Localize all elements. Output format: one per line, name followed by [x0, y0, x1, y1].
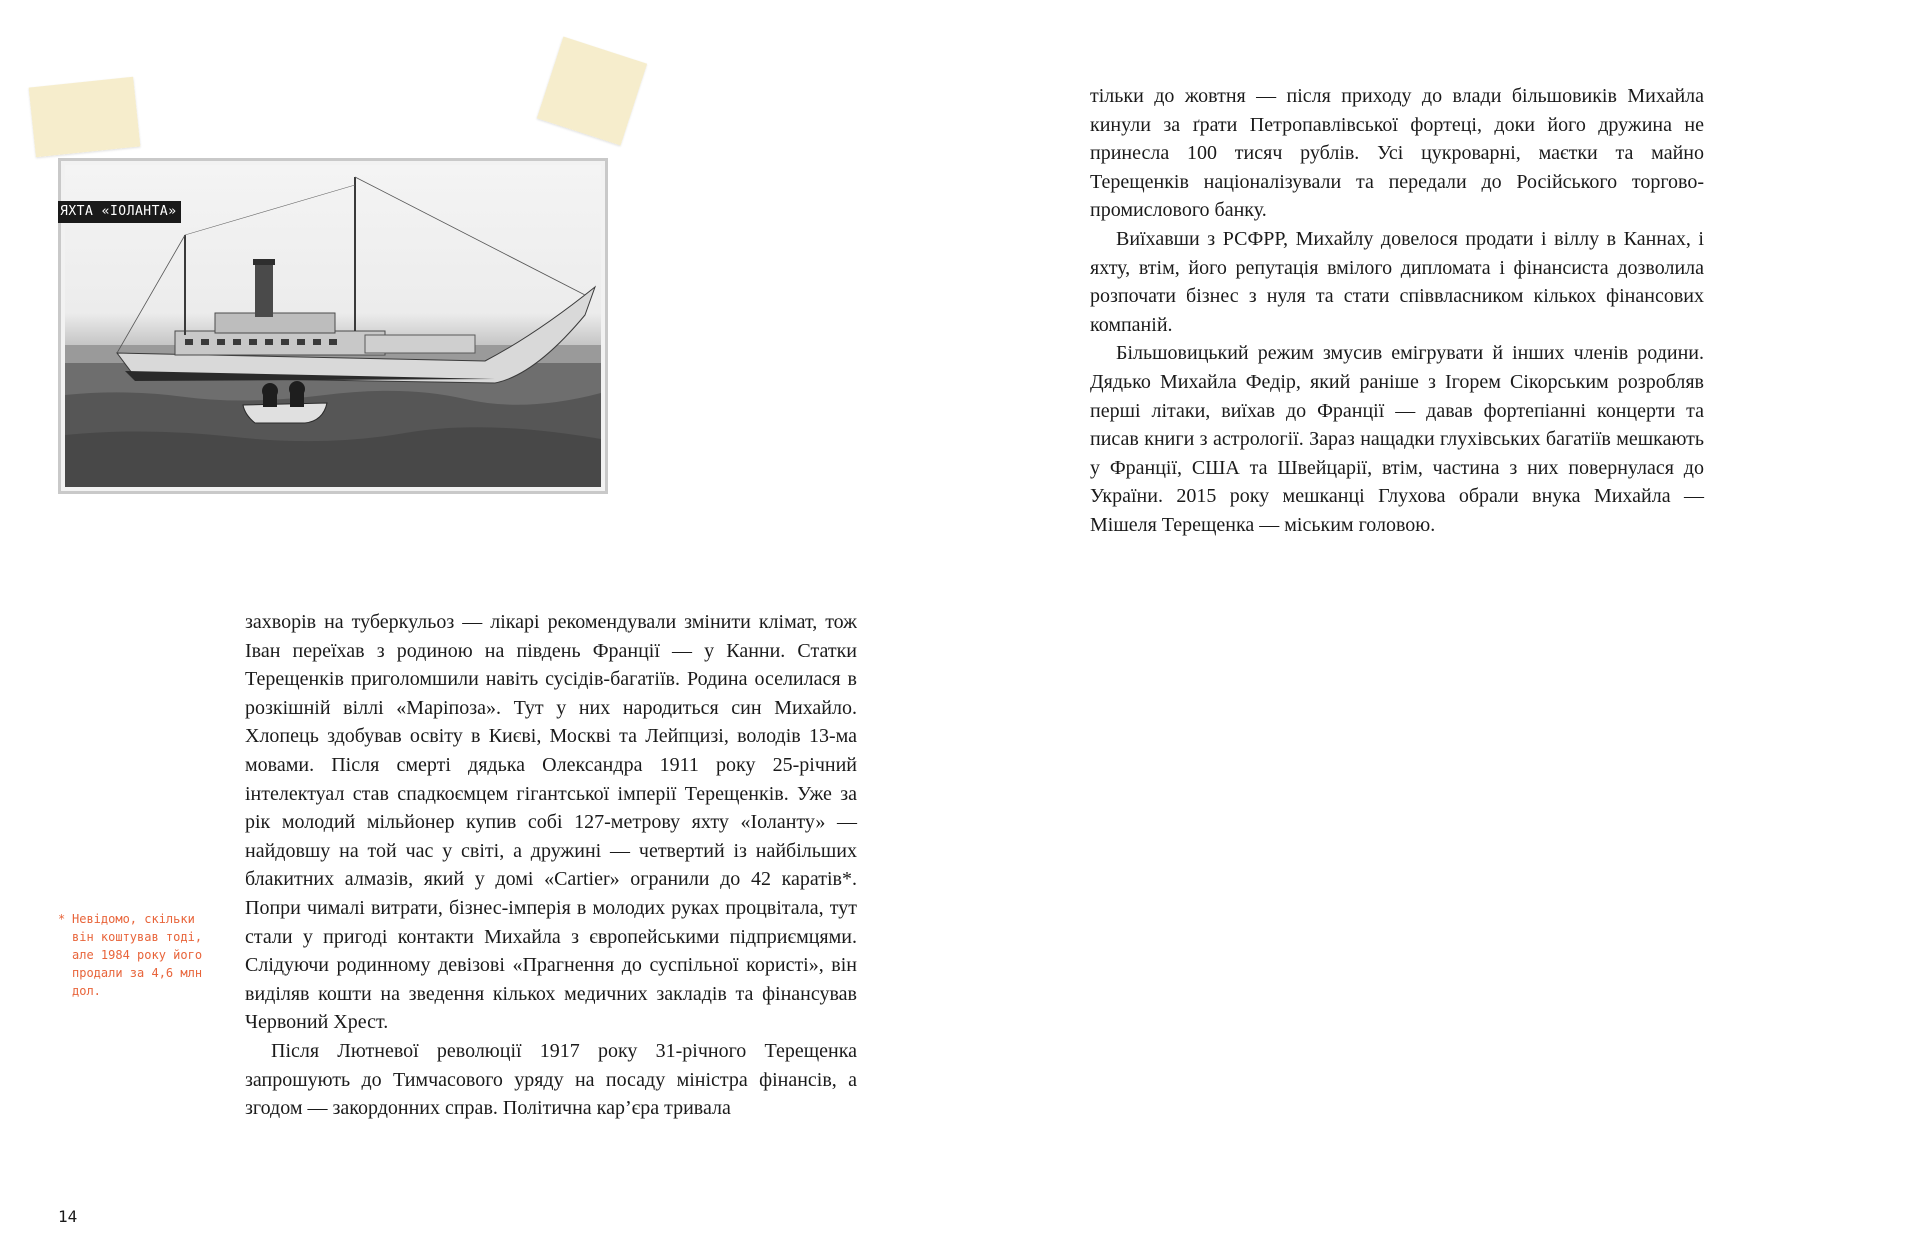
paragraph: Більшовицький режим змусив емігрувати й інших членів родини. Дядько Михайла Федір, який раніше з Ігорем Сікорським розробляв перші літаки, виїхав до Франції — давав фортепіанні концерти та писав книги з астрології. Зараз нащадки глухівських багатіїв мешкають у Франції, США та Швейцарії, втім, частина з них повернулася до України. 2015 року мешканці Глухова обрали внука Михайла — Мішеля Терещенка — міським головою.	[1090, 342, 1704, 536]
footnote-mark: *	[58, 912, 66, 926]
tape-strip	[537, 37, 647, 146]
tape-strip	[29, 77, 141, 158]
paragraph: захворів на туберкульоз — лікарі рекомендували змінити клімат, тож Іван переїхав з родиною на південь Франції — у Канни. Статки Терещенків приголомшили навіть сусідів-багатіїв. Родина оселилася в розкішній віллі «Маріпоза». Тут у них народиться син Михайло. Хлопець здобував освіту в Києві, Москві та Лейпцизі, володів 13-ма мовами. Після смерті дядька Олександра 1911 року 25-річний інтелектуал став спадкоємцем гігантської імперії Терещенків. Уже за рік молодий мільйонер купив собі 127-метрову яхту «Іоланту» — найдовшу на той час у світі, а дружині — четвертий із найбільших блакитних алмазів, який у домі «Cartier» огранили до 42 каратів*. Попри чималі витрати, бізнес-імперія в молодих руках процвітала, тут стали у пригоді контакти Михайла з європейськими підприємцями. Слідуючи родинному девізові «Прагнення до суспільної користі», він виділяв кошти на зведення кількох медичних закладів та фінансував Червоний Хрест.	[245, 611, 857, 1034]
footnote-text: Невідомо, скільки він коштував тоді, але 1984 року його продали за 4,6 млн дол.	[72, 912, 203, 998]
paragraph: Після Лютневої революції 1917 року 31-річного Терещенка запрошують до Тимчасового уряду на посаду міністра фінансів, а згодом — закордонних справ. Політична кар’єра тривала	[245, 1039, 857, 1120]
paragraph: Виїхавши з РСФРР, Михайлу довелося продати і віллу в Каннах, і яхту, втім, його репутація вмілого дипломата і фінансиста дозволила розпочати бізнес з нуля та стати співвласником кількох фінансових компаній.	[1090, 227, 1704, 336]
left-text-column	[245, 608, 857, 1123]
right-text-column	[1090, 82, 1704, 540]
footnote	[58, 910, 218, 1000]
paragraph: тільки до жовтня — після приходу до влади більшовиків Михайла кинули за ґрати Петропавлівської фортеці, доки його дружина не принесла 100 тисяч рублів. Усі цукроварні, маєтки та майно Терещенків націоналізували та передали до Російського торгово-промислового банку.	[1090, 85, 1704, 222]
photo-caption: ЯХТА «ІОЛАНТА»	[58, 201, 181, 223]
page-number: 14	[58, 1207, 78, 1226]
